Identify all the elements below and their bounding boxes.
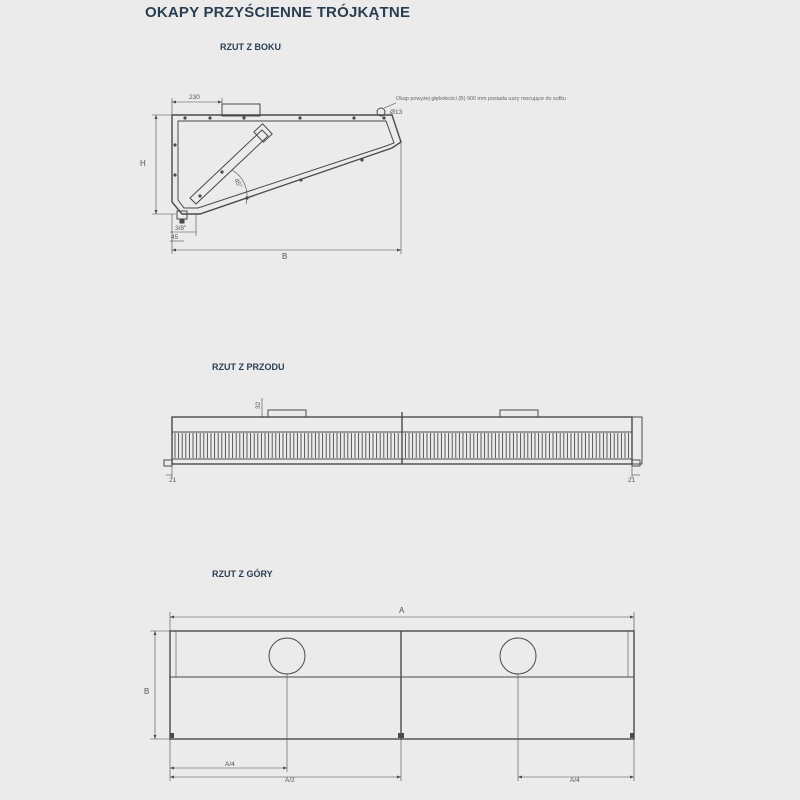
side-note: Okap powyżej głębokości (B) 900 mm posiada uszy mocujące do sufitu: [396, 96, 566, 102]
top-dim-a4-right: A/4: [570, 777, 580, 784]
side-dim-thread: 3/8": [175, 225, 187, 232]
side-note-leader: [384, 103, 396, 108]
front-end-cap: [632, 417, 642, 464]
top-corner-mark-left: [170, 733, 174, 738]
page-title: OKAPY PRZYŚCIENNE TRÓJKĄTNE: [145, 4, 411, 21]
top-dimensions: [150, 612, 634, 781]
side-inner-frame: [178, 121, 394, 208]
side-dim-small: 45: [171, 234, 179, 241]
top-dim-a: A: [399, 606, 405, 615]
front-gutter-left: [164, 460, 172, 466]
side-dim-top: 230: [189, 94, 200, 101]
front-dimensions: [166, 398, 640, 478]
top-center-mark: [398, 733, 404, 738]
section-front-label: RZUT Z PRZODU: [212, 362, 285, 372]
top-duct-circle-right: [500, 638, 536, 674]
top-dim-a4-left: A/4: [225, 761, 235, 768]
front-gutter-right: [632, 460, 640, 466]
side-view: [152, 98, 401, 254]
side-arrowheads: [155, 101, 402, 252]
section-top-label: RZUT Z GÓRY: [212, 569, 273, 579]
front-dim-right: 21: [628, 477, 636, 484]
side-gutter: [177, 211, 187, 219]
side-dim-h: H: [140, 159, 146, 168]
side-outer-frame: [172, 115, 401, 214]
top-duct-circle-left: [269, 638, 305, 674]
front-view: [164, 398, 642, 478]
top-arrowheads: [154, 616, 635, 779]
side-filter-clip: [254, 124, 272, 142]
side-dim-b: B: [282, 252, 288, 261]
top-view: [150, 612, 634, 781]
front-duct-stub-left: [268, 410, 306, 417]
side-dim-hole: Ø13: [390, 109, 403, 116]
top-dim-b: B: [144, 687, 150, 696]
side-drain-valve: [180, 219, 184, 223]
top-corner-mark-right: [630, 733, 634, 738]
top-dim-a2: A/2: [285, 777, 295, 784]
front-duct-stub-right: [500, 410, 538, 417]
front-dim-left: 21: [169, 477, 177, 484]
top-body: [170, 631, 634, 739]
side-dim-angle: 45°: [232, 177, 244, 190]
section-side-label: RZUT Z BOKU: [220, 42, 281, 52]
side-duct-stub: [222, 104, 260, 116]
front-dim-small: 32: [255, 401, 262, 409]
side-filter-bar: [190, 130, 268, 204]
